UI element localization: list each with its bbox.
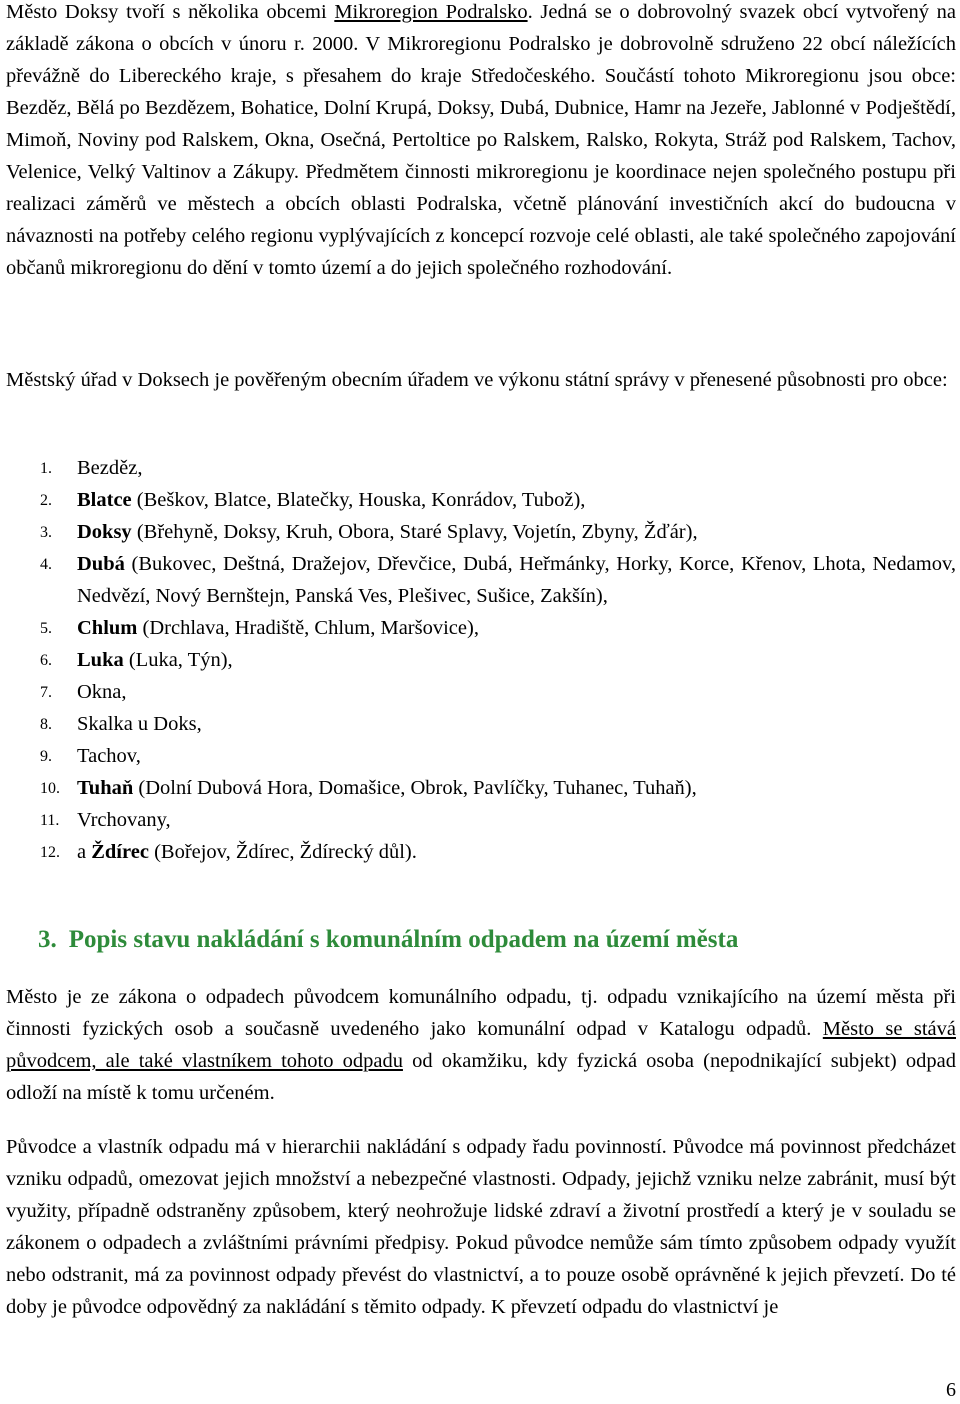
item-number: 7. [40, 684, 52, 701]
office-paragraph: Městský úřad v Doksech je pověřeným obecním úřadem ve výkonu státní správy v přenesené působnosti pro obce: [6, 369, 948, 391]
item-number: 4. [40, 556, 52, 573]
list-item [0, 548, 956, 612]
item-name: Dubá [77, 553, 125, 575]
para3-text-1: Město je ze zákona o odpadech původcem komunálního odpadu, tj. odpadu vznikajícího na území města při činnosti fyzických osob a současně uvedeného jako komunální odpad v Katalogu odpadů. [6, 986, 956, 1040]
section-number: 3. [38, 926, 57, 953]
item-name: Tuhaň [77, 777, 134, 799]
list-item [0, 484, 956, 516]
item-text: (Bukovec, Deštná, Dražejov, Dřevčice, Dubá, Heřmánky, Horky, Korce, Křenov, Lhota, Nedamov, Nedvězí, Nový Bernštejn, Panská Ves, Plešivec, Sušice, Zakšín), [77, 553, 956, 607]
item-text: (Dolní Dubová Hora, Domašice, Obrok, Pavlíčky, Tuhanec, Tuhaň), [133, 777, 697, 799]
municipality-list [0, 452, 960, 868]
item-number: 6. [40, 652, 52, 669]
para3-text-2: od okamžiku, kdy fyzická osoba (nepodnikající subjekt) odpad odloží na místě k tomu určeném. [6, 1050, 956, 1104]
section-title: Popis stavu nakládání s komunálním odpadem na území města [68, 926, 739, 953]
waste-duties-paragraph: Původce a vlastník odpadu má v hierarchii nakládání s odpady řadu povinností. Původce má povinnost předcházet vzniku odpadů, omezovat jejich množství a nebezpečné vlastnosti. Odpady, jejichž vzniku nelze zabránit, musí být využity, případně odstraněny způsobem, který neohrožuje lidské zdraví a životní prostředí a který je v souladu se zákonem o odpadech a zvláštními právními předpisy. Pokud původce nemůže sám tímto způsobem odpady využít nebo odstranit, má za povinnost odpady převést do vlastnictví, a to pouze osobě oprávněné k jejich převzetí. Do té doby je původce odpovědný za nakládání s těmito odpady. K převzetí odpadu do vlastnictví je [6, 1136, 956, 1318]
item-number: 9. [40, 748, 52, 765]
item-number: 12. [40, 844, 60, 861]
item-number: 2. [40, 492, 52, 509]
item-name: Luka [77, 649, 124, 671]
item-number: 5. [40, 620, 52, 637]
item-number: 8. [40, 716, 52, 733]
list-item [0, 836, 956, 868]
item-name: Blatce [77, 489, 132, 511]
list-item [0, 708, 956, 740]
item-text: (Beškov, Blatce, Blatečky, Houska, Konrádov, Tubož), [131, 489, 586, 511]
item-text: Skalka u Doks, [77, 713, 202, 735]
item-text: (Drchlava, Hradiště, Chlum, Maršovice), [137, 617, 479, 639]
list-item [0, 612, 956, 644]
item-name: Chlum [77, 617, 138, 639]
item-prefix: a [77, 841, 92, 863]
item-name: Ždírec [91, 841, 149, 863]
item-text: (Břehyně, Doksy, Kruh, Obora, Staré Splavy, Vojetín, Zbyny, Žďár), [131, 521, 698, 543]
item-text: Bezděz, [77, 457, 143, 479]
list-item [0, 676, 956, 708]
list-item [0, 452, 956, 484]
item-text: Okna, [77, 681, 127, 703]
item-number: 11. [40, 812, 60, 829]
item-number: 1. [40, 460, 52, 477]
intro-text-2: . Jedná se o dobrovolný svazek obcí vytvořený na základě zákona o obcích v únoru r. 2000. V Mikroregionu Podralsko je dobrovolně sdruženo 22 obcí náležících převážně do Libereckého kraje, s přesahem do kraje Středočeského. Součástí tohoto Mikroregionu jsou obce: Bezděz, Bělá po Bezdězem, Bohatice, Dolní Krupá, Doksy, Dubá, Dubnice, Hamr na Jezeře, Jablonné v Podještědí, Mimoň, Noviny pod Ralskem, Okna, Osečná, Pertoltice po Ralskem, Ralsko, Rokyta, Stráž pod Ralskem, Tachov, Velenice, Velký Valtinov a Zákupy. Předmětem činnosti mikroregionu je koordinace nejen společného postupu při realizaci záměrů ve městech a obcích oblasti Podralska, včetně plánování investičních akcí do budoucna v návaznosti na potřeby celého regionu vyplývajících z koncepcí rozvoje celé oblasti, ale také společného zapojování občanů mikroregionu do dění v tomto území a do jejich společného rozhodování. [6, 1, 956, 279]
list-item [0, 644, 956, 676]
item-text: (Bořejov, Ždírec, Ždírecký důl). [148, 841, 417, 863]
item-number: 10. [40, 780, 60, 797]
page-number: 6 [946, 1379, 956, 1401]
para3-underlined-text: Město se stává původcem, ale také vlastníkem tohoto odpadu [6, 1018, 956, 1072]
item-text: Tachov, [77, 745, 141, 767]
mikroregion-link[interactable]: Mikroregion Podralsko [334, 1, 528, 23]
waste-origin-paragraph [6, 981, 956, 1109]
list-item [0, 516, 956, 548]
list-item [0, 804, 956, 836]
intro-text-1: Město Doksy tvoří s několika obcemi [6, 1, 335, 23]
list-item [0, 772, 956, 804]
item-text: (Luka, Týn), [123, 649, 233, 671]
item-text: Vrchovany, [77, 809, 171, 831]
item-number: 3. [40, 524, 52, 541]
list-item [0, 740, 956, 772]
intro-paragraph [6, 0, 956, 284]
item-name: Doksy [77, 521, 132, 543]
section-heading [38, 920, 738, 960]
